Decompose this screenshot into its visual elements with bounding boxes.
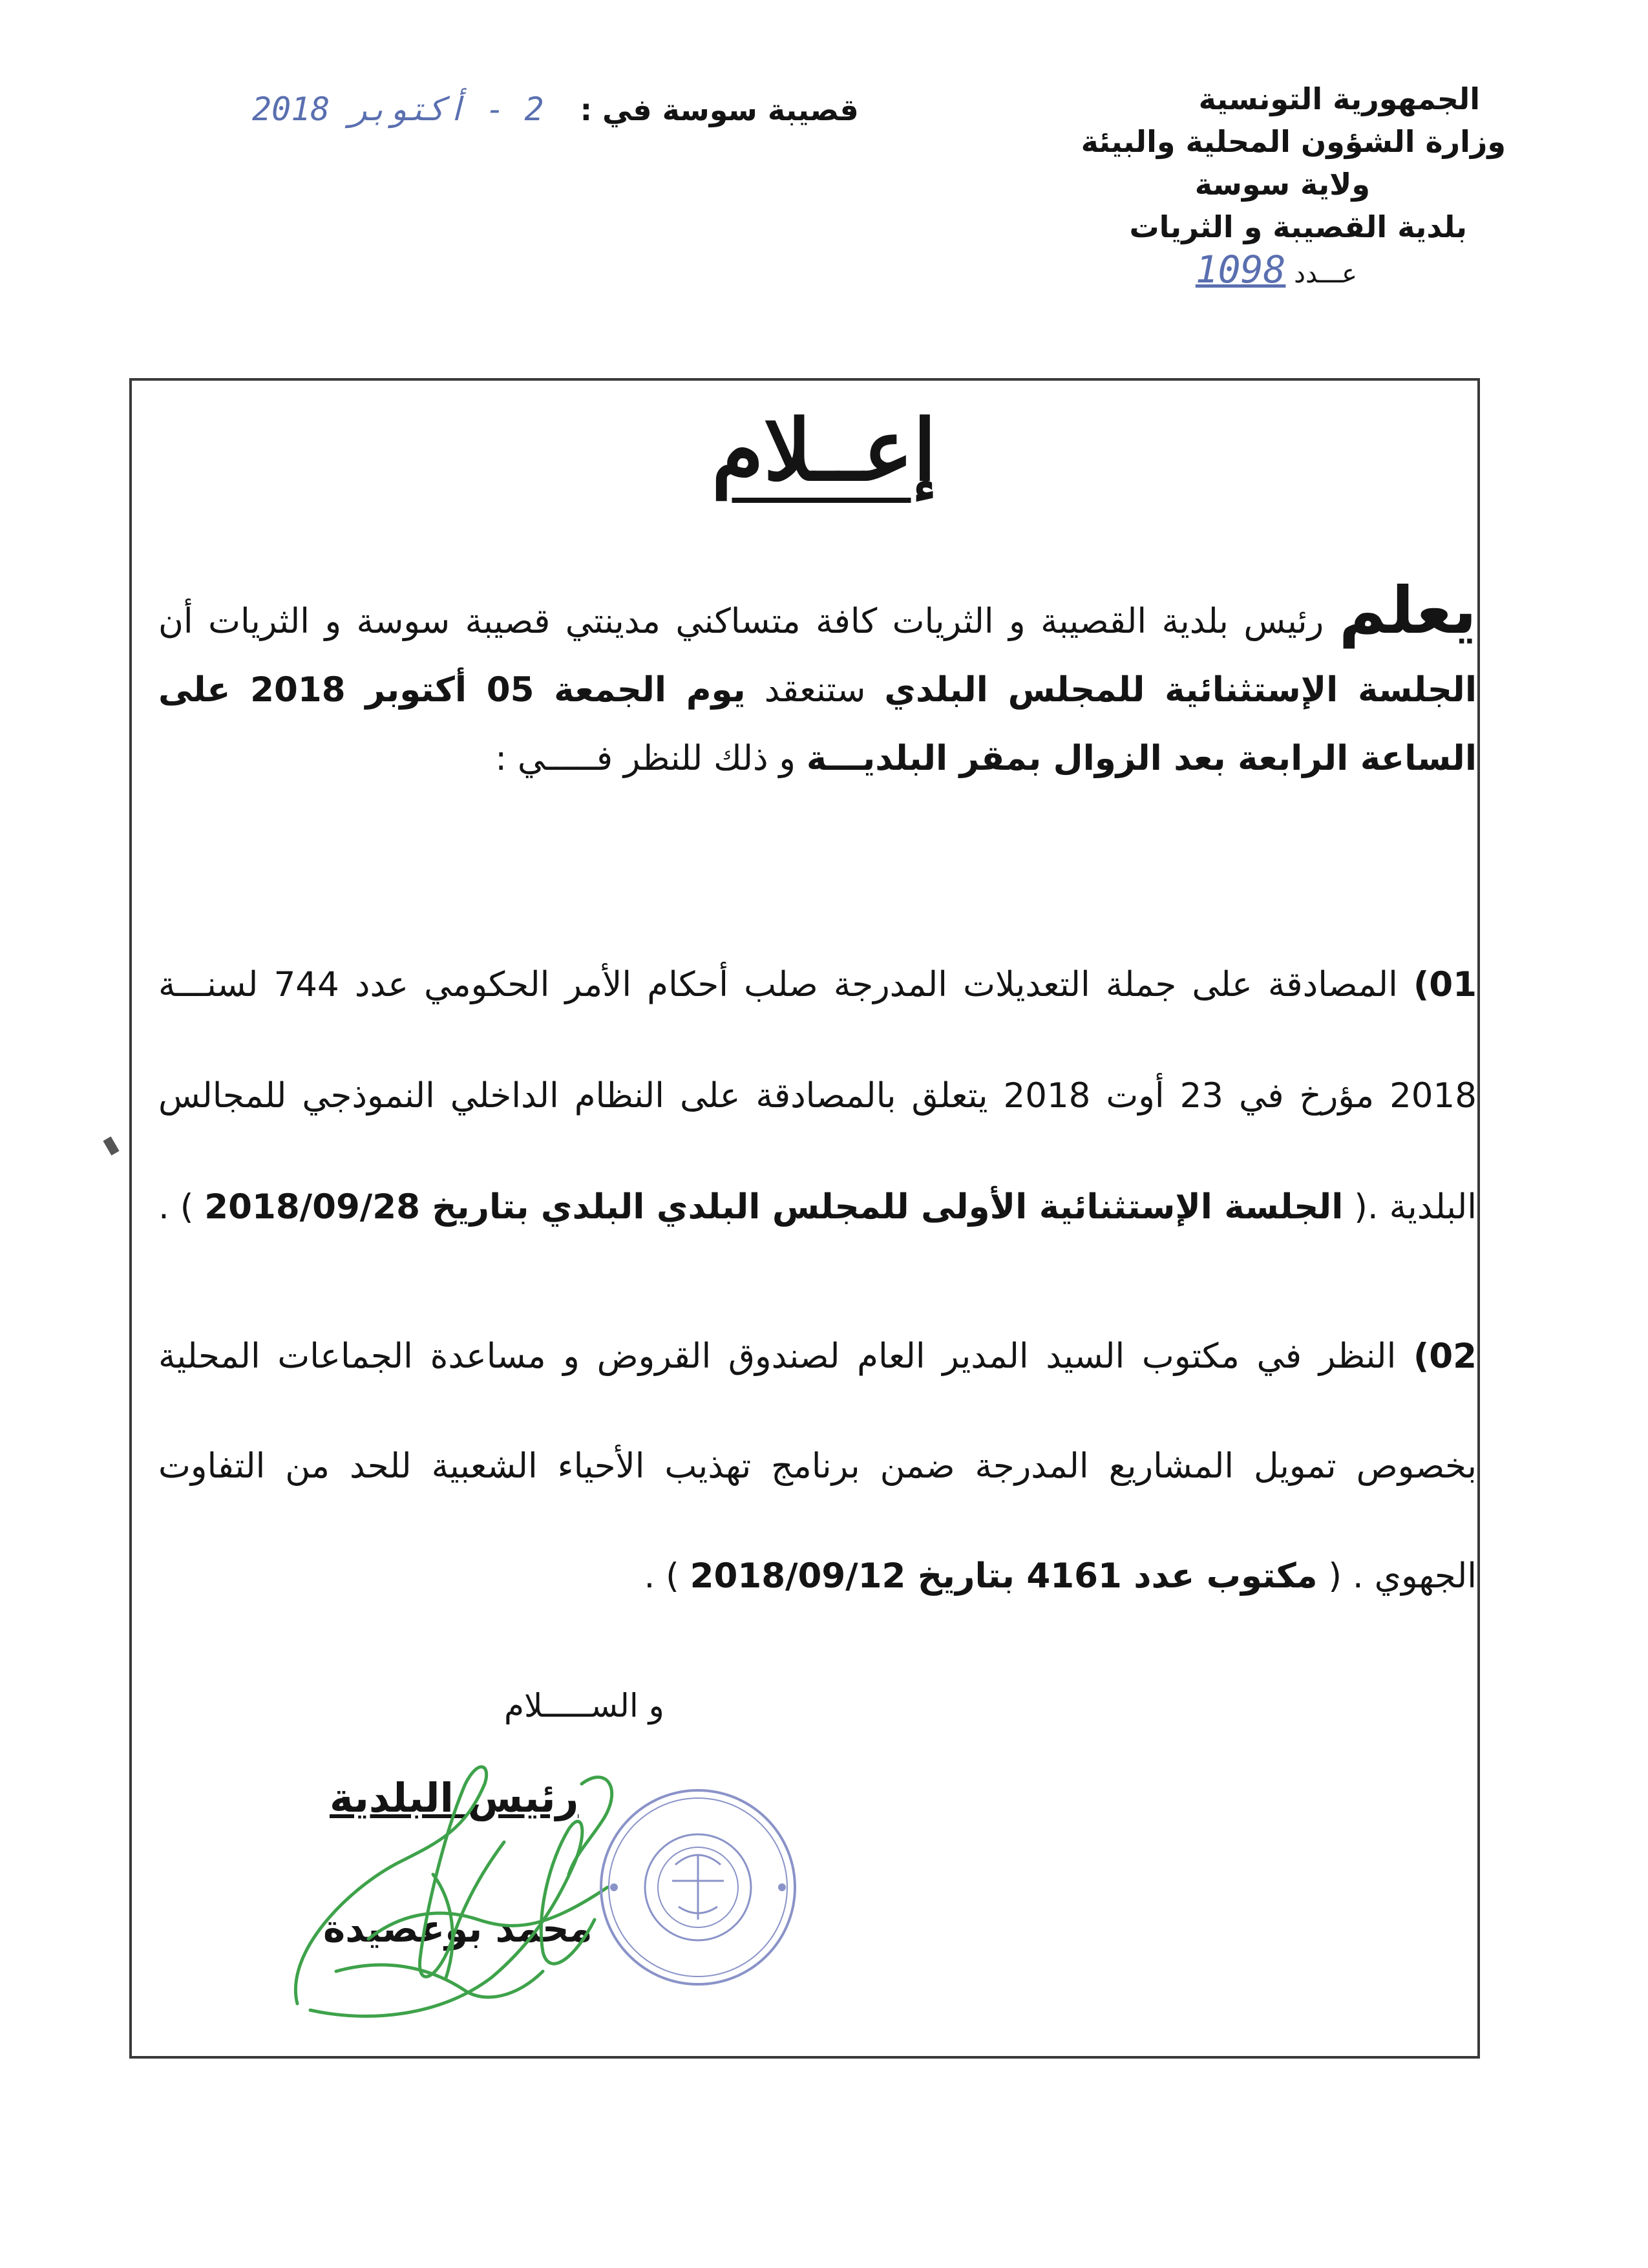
intro-text-3: و ذلك للنظر فـــــي : [495,739,807,778]
notice-intro [158,573,1477,793]
signatory-name: محمد بوعصيدة [323,1907,593,1951]
notice-title: إعــلام [712,401,936,500]
intro-lead-word: يعلم [1338,573,1477,648]
handwritten-signature [271,1745,633,2030]
official-seal [595,1784,801,1991]
agenda-item-tail: ) . [644,1556,690,1596]
intro-paragraph [158,573,1477,793]
place-date [252,90,859,128]
letterhead-municipality: بلدية القصيبة و الثريات [1129,209,1467,244]
intro-text-1: رئيس بلدية القصيبة و الثريات كافة متساكني مدينتي قصيبة سوسة و الثريات أن [158,602,1324,641]
intro-session: الجلسة الإستثنائية للمجلس البلدي [884,670,1477,710]
agenda-item-tail: ) . [158,1187,205,1227]
intro-text-2: ستنعقد [745,670,885,710]
letterhead-country: الجمهورية التونسية [1198,81,1480,116]
scan-speck [103,1136,119,1156]
reference-number: 1098 [1195,248,1286,291]
agenda-item-bold: مكتوب عدد 4161 بتاريخ 2018/09/12 [690,1556,1318,1596]
agenda-item-2 [158,1302,1477,1631]
intro-date-place: يوم الجمعة 05 أكتوبر 2018 على الساعة الرابعة بعد الزوال بمقر البلديـــة [158,670,1477,778]
agenda-item-number: 01) [1413,965,1477,1004]
place-date-label: قصيبة سوسة في : [580,92,859,127]
handwritten-date: 2 - أكتوبر 2018 [252,90,544,128]
closing-salutation: و الســـــلام [504,1687,664,1724]
agenda-list [158,895,1477,1666]
reference-label: عـــدد [1294,259,1357,289]
agenda-item-text: النظر في مكتوب السيد المدير العام لصندوق القروض و مساعدة الجماعات المحلية بخصوص تمويل المشاريع المدرجة ضمن برنامج تهذيب الأحياء الشعبية للحد من التفاوت الجهوي . ( [158,1337,1477,1596]
agenda-item-1 [158,929,1477,1263]
agenda-item-text: المصادقة على جملة التعديلات المدرجة صلب أحكام الأمر الحكومي عدد 744 لسنـــة 2018 مؤرخ في 23 أوت 2018 يتعلق بالمصادقة على النظام الداخلي النموذجي للمجالس البلدية .( [158,965,1477,1227]
reference-line [1081,248,1357,295]
letterhead [1081,78,1506,295]
letterhead-governorate: ولاية سوسة [1194,167,1370,202]
signatory-title: رئيس البلدية [330,1774,579,1821]
agenda-item-bold: الجلسة الإستثنائية الأولى للمجلس البلدي البلدي بتاريخ 2018/09/28 [204,1187,1344,1227]
letterhead-ministry: وزارة الشؤون المحلية والبيئة [1081,124,1506,159]
agenda-item-number: 02) [1413,1337,1477,1376]
